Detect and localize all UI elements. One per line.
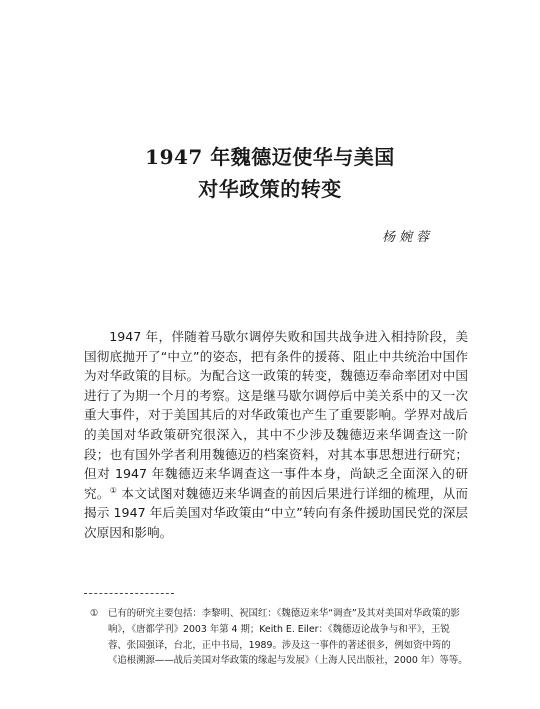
footnote-text: 已有的研究主要包括：李黎明、祝国红：《魏德迈来华“调查”及其对美国对华政策的影响》，《唐都学刊》2003 年第 4 期；Keith E. Eiler：《魏德迈论战争与和平》，王锐蓉、张国强译，台北，正中书局，1989。涉及这一事件的著述很多，例如资中筠的《追根溯源——战后美国对华政策的缘起与发展》（上海人民出版社，2000 年）等等。	[108, 608, 468, 667]
body-text-part-1: 1947 年，伴随着马歇尔调停失败和国共战争进入相持阶段，美国彻底抛开了“中立”的姿态，把有条件的援蒋、阻止中共统治中国作为对华政策的目标。为配合这一政策的转变，魏德迈奉命率团对中国进行了为期一个月的考察。这是继马歇尔调停后中美关系中的又一次重大事件，对于美国其后的对华政策也产生了重要影响。学界对战后的美国对华政策研究很深入，其中不少涉及魏德迈来华调查这一阶段；也有国外学者利用魏德迈的档案资料，对其本事思想进行研究；但对 1947 年魏德迈来华调查这一事件本身，尚缺乏全面深入的研究。	[84, 329, 468, 501]
article-title-line-2: 对华政策的转变	[198, 177, 342, 201]
footnote-marker: ①	[90, 608, 99, 619]
author-name: 杨婉蓉	[382, 230, 434, 245]
footnote-divider	[84, 593, 174, 594]
footnote	[84, 606, 468, 669]
body-text-part-2: 本文试图对魏德迈来华调查的前因后果进行详细的梳理，从而揭示 1947 年后美国对华政策由“中立”转向有条件援助国民党的深层次原因和影响。	[84, 485, 469, 540]
article-title-line-1: 1947 年魏德迈使华与美国	[145, 145, 395, 169]
body-paragraph	[84, 327, 468, 543]
footnote-reference[interactable]: ①	[109, 485, 118, 495]
